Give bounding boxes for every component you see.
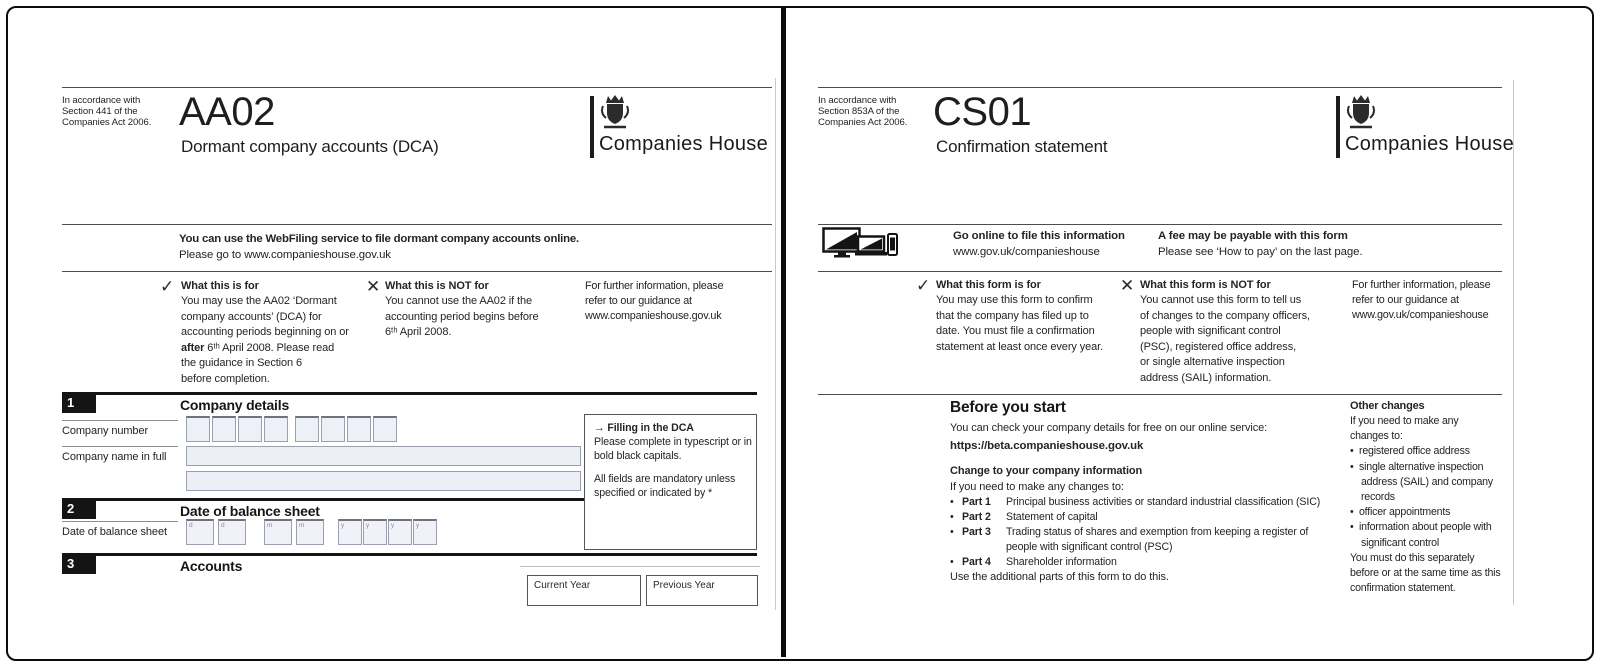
date-day-cell[interactable] [186, 519, 214, 545]
sidebar-text-2: All fields are mandatory unless specified or indicated by * [594, 473, 736, 500]
company-number-cell[interactable] [347, 416, 371, 442]
accordance-note: In accordance with Section 441 of the Companies Act 2006. [62, 95, 152, 128]
webfiling-note-bold: You can use the WebFiling service to file dormant company accounts online. [179, 233, 579, 245]
change-info-intro: If you need to make any changes to: [950, 481, 1124, 493]
section-number: 1 [62, 392, 96, 413]
section-title-balance-sheet: Date of balance sheet [180, 503, 320, 519]
date-letter: m [267, 522, 273, 529]
crest-icon [599, 92, 631, 135]
check-icon: ✓ [916, 276, 931, 295]
what-for-title: What this is for [181, 280, 259, 292]
page-edge [775, 78, 776, 610]
date-letter: y [366, 522, 370, 529]
section-title-accounts: Accounts [180, 558, 243, 574]
company-name-field[interactable] [186, 446, 581, 466]
part-3-item-cont: people with significant control (PSC) [1006, 541, 1173, 553]
webfiling-note: Please go to www.companieshouse.gov.uk [179, 249, 391, 261]
cross-icon: ✕ [366, 277, 381, 296]
crest-icon [1345, 92, 1377, 135]
bullet-icon: • [950, 496, 954, 508]
section-title-company-details: Company details [180, 397, 290, 413]
devices-icon [822, 227, 898, 266]
top-rule [818, 87, 1502, 88]
rule [818, 394, 1502, 395]
arrow-icon: → [594, 422, 605, 434]
previous-year-label: Previous Year [653, 580, 715, 591]
date-day-cell[interactable] [218, 519, 246, 545]
logo-text: Companies House [1345, 133, 1515, 155]
rule [818, 224, 1502, 225]
date-letter: d [189, 522, 193, 529]
bullet-icon: • [950, 511, 954, 523]
not-for-text: You cannot use this form to tell us of changes to the company officers, people with significant control (PSC), registered office address, or single alternative inspection address (SAIL) information. [1140, 294, 1310, 384]
section-number: 3 [62, 553, 96, 574]
date-letter: y [341, 522, 345, 529]
what-for-text: You may use this form to confirm that the company has filed up to date. You must file a confirmation statement at least once every year. [936, 294, 1104, 353]
current-year-box[interactable] [527, 575, 641, 606]
form-code: CS01 [933, 90, 1032, 134]
what-for-text-cont: after 6ᵗʰ April 2008. Please read [181, 341, 335, 354]
part-1-item: • Part 1 Principal business activities or standard industrial classification (SIC) [950, 495, 1320, 511]
company-name-label: Company name in full [62, 451, 167, 463]
label-rule [62, 446, 178, 447]
cross-icon: ✕ [1120, 276, 1135, 295]
fee-title: A fee may be payable with this form [1158, 230, 1348, 242]
other-changes-title: Other changes [1350, 400, 1425, 412]
company-name-field-2[interactable] [186, 471, 581, 491]
section-rule [96, 553, 757, 556]
what-for-text: You may use the AA02 ‘Dormant company accounts’ (DCA) for accounting periods beginning on or [181, 295, 349, 338]
form-subtitle: Confirmation statement [936, 137, 1108, 156]
label-rule [62, 420, 178, 421]
date-letter: y [416, 522, 420, 529]
part-2-item: • Part 2 Statement of capital [950, 510, 1098, 526]
sidebar-text-1: Please complete in typescript or in bold black capitals. [594, 435, 752, 462]
what-for-text-end: the guidance in Section 6 before completion. [181, 357, 303, 385]
change-info-title: Change to your company information [950, 465, 1143, 477]
sidebar-title: Filling in the DCA [607, 422, 694, 434]
further-info: For further information, please refer to our guidance at www.gov.uk/companieshouse [1352, 279, 1491, 322]
go-online-title: Go online to file this information [953, 230, 1125, 242]
accordance-note: In accordance with Section 853A of the Companies Act 2006. [818, 95, 908, 128]
logo-bar [590, 96, 594, 158]
form-subtitle: Dormant company accounts (DCA) [181, 137, 439, 156]
company-number-cell[interactable] [295, 416, 319, 442]
other-changes-text: If you need to make any changes to: • registered office address • single alternative inspection address (SAIL) and company records • officer appointments • information about people with significant control You must do this separately before or at the same time as this confirmation statement. [1350, 415, 1501, 595]
rule [818, 271, 1502, 272]
date-letter: m [299, 522, 305, 529]
date-letter: y [391, 522, 395, 529]
not-for-title: What this form is NOT for [1140, 279, 1271, 291]
section-number: 2 [62, 498, 96, 519]
date-year-cell[interactable] [388, 519, 412, 545]
rule [62, 271, 772, 272]
part-4-item: • Part 4 Shareholder information [950, 555, 1117, 571]
company-number-cell[interactable] [212, 416, 236, 442]
bullet-icon: • [950, 556, 954, 568]
date-of-balance-sheet-label: Date of balance sheet [62, 526, 167, 538]
company-number-cell[interactable] [186, 416, 210, 442]
current-year-label: Current Year [534, 580, 591, 591]
filling-in-dca-note [584, 414, 757, 550]
page-divider [781, 8, 786, 657]
rule [62, 224, 772, 225]
accounts-rule [520, 566, 760, 567]
logo-bar [1336, 96, 1340, 158]
logo-text: Companies House [599, 133, 769, 155]
company-number-cell[interactable] [238, 416, 262, 442]
part-3-item: • Part 3 Trading status of shares and exemption from keeping a register of [950, 525, 1308, 541]
before-url: https://beta.companieshouse.gov.uk [950, 440, 1144, 452]
before-you-start-title: Before you start [950, 399, 1066, 416]
date-year-cell[interactable] [363, 519, 387, 545]
form-code: AA02 [179, 90, 275, 134]
page-edge [1513, 80, 1514, 605]
label-rule [62, 521, 178, 522]
company-number-label: Company number [62, 425, 149, 437]
top-rule [62, 87, 772, 88]
fee-text: Please see ‘How to pay’ on the last page. [1158, 246, 1363, 258]
go-online-url: www.gov.uk/companieshouse [953, 246, 1100, 258]
section-rule [96, 392, 757, 395]
check-icon: ✓ [160, 277, 175, 296]
company-number-cell[interactable] [264, 416, 288, 442]
date-month-cell[interactable] [264, 519, 292, 545]
date-year-cell[interactable] [413, 519, 437, 545]
what-for-title: What this form is for [936, 279, 1041, 291]
bullet-icon: • [950, 526, 954, 538]
company-number-cell[interactable] [321, 416, 345, 442]
before-intro: You can check your company details for free on our online service: [950, 422, 1268, 434]
not-for-text: You cannot use the AA02 if the accounting period begins before 6ᵗʰ April 2008. [385, 295, 539, 338]
further-info: For further information, please refer to our guidance at www.companieshouse.gov.uk [585, 280, 724, 323]
previous-year-box[interactable] [646, 575, 758, 606]
company-number-cell[interactable] [373, 416, 397, 442]
parts-outro: Use the additional parts of this form to do this. [950, 571, 1169, 583]
section-rule [96, 498, 584, 501]
date-letter: d [221, 522, 225, 529]
date-month-cell[interactable] [296, 519, 324, 545]
date-year-cell[interactable] [338, 519, 362, 545]
not-for-title: What this is NOT for [385, 280, 489, 292]
